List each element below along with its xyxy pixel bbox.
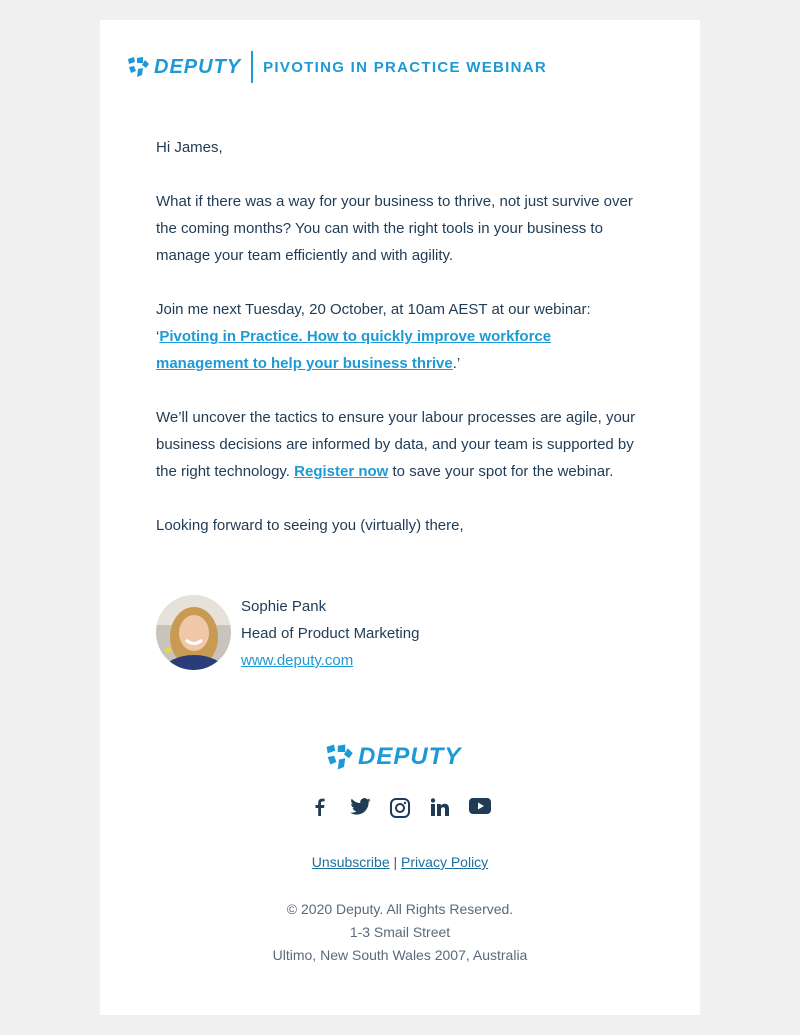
webinar-link[interactable]: Pivoting in Practice. How to quickly improve workforce management to help your business thrive [156,328,552,372]
deputy-mark-icon [324,742,354,772]
signature [156,595,419,674]
signature-name: Sophie Pank [241,598,327,615]
link-separator: | [393,854,398,870]
footer-links [100,854,700,870]
unsubscribe-link[interactable]: Unsubscribe [311,854,390,870]
footer-address [100,898,700,967]
tactics-paragraph-prefix: We’ll uncover the tactics to ensure your labour processes are agile, your business decisions are informed by data, and your team is supported by the right technology. [156,409,636,480]
header-divider [251,51,253,83]
linkedin-icon[interactable] [431,798,449,821]
webinar-paragraph-suffix: .’ [452,355,461,372]
deputy-logo[interactable] [126,55,241,79]
avatar [156,595,231,670]
greeting: Hi James, [156,139,223,156]
register-now-link[interactable]: Register now [294,463,389,480]
instagram-icon[interactable] [390,798,410,823]
twitter-icon[interactable] [350,798,371,820]
footer-logo-wordmark: DEPUTY [358,743,462,770]
city-address: Ultimo, New South Wales 2007, Australia [272,947,528,963]
deputy-mark-icon [126,55,150,79]
closing-line: Looking forward to seeing you (virtually) there, [156,517,464,534]
website-link[interactable]: www.deputy.com [241,652,354,669]
youtube-icon[interactable] [469,798,491,819]
facebook-icon[interactable] [315,798,325,821]
webinar-paragraph [156,296,641,377]
signature-role: Head of Product Marketing [241,625,420,642]
email-card [100,20,700,1015]
footer-logo[interactable] [324,742,461,772]
tactics-paragraph-suffix: to save your spot for the webinar. [388,463,614,480]
webinar-paragraph-prefix: Join me next Tuesday, 20 October, at 10am AEST at our webinar: ‘ [156,301,591,345]
avatar-photo-icon [156,595,231,670]
email-header [126,50,547,84]
webinar-title: PIVOTING IN PRACTICE WEBINAR [263,58,548,76]
email-body [156,134,641,566]
privacy-policy-link[interactable]: Privacy Policy [401,854,489,870]
signature-text [241,593,419,674]
copyright-text: © 2020 Deputy. All Rights Reserved. [286,901,514,917]
tactics-paragraph [156,404,641,485]
intro-paragraph: What if there was a way for your business to thrive, not just survive over the coming months? You can with the right tools in your business to manage your team efficiently and with agility. [156,193,633,264]
street-address: 1-3 Smail Street [349,924,451,940]
social-links [310,798,490,818]
logo-wordmark: DEPUTY [154,55,242,78]
